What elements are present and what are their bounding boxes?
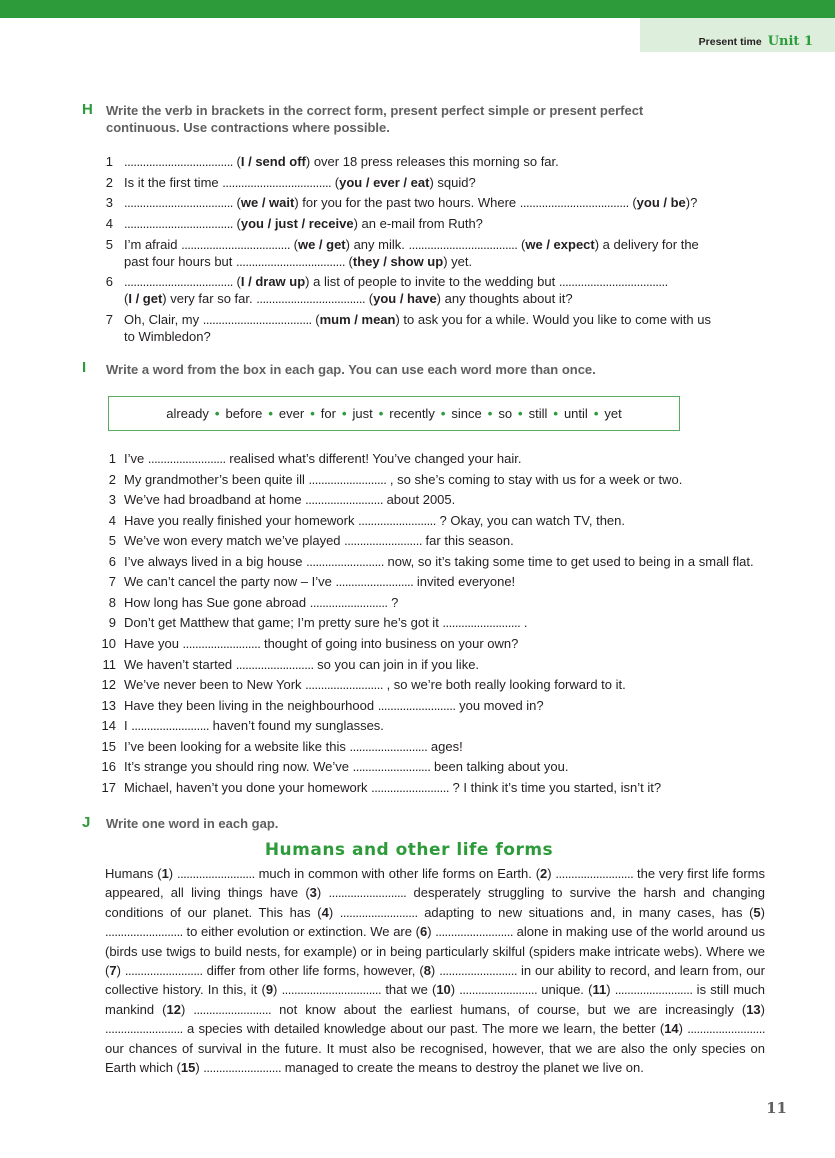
word-box [108,396,680,431]
bullet-separator-icon: • [593,406,599,421]
text-segment: ) squid? [429,175,476,190]
section-letter-h: H [82,101,93,118]
text-segment: ) [427,924,436,940]
answer-gap: ......................... [105,924,183,940]
answer-gap: ......................... [147,451,226,466]
bold-prompt: 9 [265,982,274,998]
exercise-item [124,491,455,508]
text-segment: ) a list of people to invite to the wedding but [305,274,559,289]
text-segment: ) [328,904,340,920]
bold-prompt: 15 [180,1060,196,1076]
bold-prompt: 6 [419,924,428,940]
text-segment: Oh, Clair, my [124,312,203,327]
answer-gap: ................................... [236,254,345,269]
text-segment: ( [232,274,241,289]
bold-prompt: 4 [321,904,329,920]
item-number: 4 [105,216,113,231]
text-segment: so you can join in if you like. [313,656,480,672]
text-segment: ) [116,963,125,979]
text-segment: now, so it’s taking some time to get used to being in a small flat. [383,553,754,569]
text-segment: We haven’t started [124,656,236,672]
bold-prompt: I / get [128,291,163,306]
text-segment: I’ve been looking for a website like this [124,738,350,754]
text-segment: about 2005. [382,492,456,508]
exercise-item [124,311,711,328]
exercise-item [124,553,754,570]
text-segment: desperately struggling to survive the harsh and changing conditions of our planet. This has ( [105,885,765,920]
text-segment: , so we’re both really looking forward to it. [382,677,626,693]
text-segment: ( [232,216,241,231]
item-number: 2 [105,175,113,190]
item-number: 3 [108,492,116,508]
bullet-separator-icon: • [341,406,347,421]
bullet-separator-icon: • [487,406,493,421]
box-word: so [498,406,513,421]
bold-prompt: you / ever / eat [339,175,430,190]
text-segment: not know about the earliest humans, of course, but we are increasingly ( [271,1001,747,1017]
text-segment: Humans ( [105,866,162,881]
answer-gap: ......................... [203,1060,282,1076]
text-segment: We’ve won every match we’ve played [124,533,345,549]
text-segment: you moved in? [455,697,544,713]
answer-gap: ................................... [124,154,233,169]
text-segment: in our ability to record, and learn from, our collective history. In this, it ( [105,963,765,998]
text-segment: a species with detailed knowledge about our past. The more we learn, the better ( [182,1021,665,1037]
answer-gap: ......................... [687,1021,765,1037]
exercise-item [124,697,544,714]
exercise-item [124,573,515,590]
bullet-separator-icon: • [518,406,523,421]
answer-gap: ......................... [555,866,634,881]
answer-gap: ......................... [352,759,431,775]
text-segment: differ from other life forms, however, ( [202,963,424,979]
text-segment: Have you [124,635,183,651]
answer-gap: ......................... [235,656,314,672]
bold-prompt: 11 [592,982,607,998]
text-segment: , so she’s coming to stay with us for a week or two. [386,471,683,487]
text-title: Humans and other life forms [264,840,554,860]
text-segment: ages! [427,738,463,754]
answer-gap: ......................... [105,1021,183,1037]
answer-gap: ................................... [222,175,332,190]
exercise-item-continued [124,328,211,345]
exercise-item-continued [124,253,472,270]
bold-prompt: 10 [436,982,451,998]
text-segment: alone in making use of the world around us (birds use twigs to build nests, for example) or in being particularly skilful (spiders make intricate webs). Where we ( [105,924,765,979]
text-segment: the very first life forms appeared, all living things have ( [105,866,765,901]
text-segment: ) [180,1001,194,1017]
text-segment: ) [606,982,615,998]
text-segment: past four hours but [124,254,237,269]
box-word: for [320,406,336,421]
text-segment: ( [311,312,320,327]
text-segment: ) [760,904,765,920]
box-word: just [352,406,373,421]
item-number: 13 [101,697,116,713]
answer-gap: ......................... [339,904,418,920]
exercise-item [124,215,483,232]
bullet-separator-icon: • [268,406,273,421]
text-segment: ) [760,1001,765,1017]
bold-prompt: I / draw up [240,274,306,289]
exercise-item [124,656,479,673]
bold-prompt: 5 [753,904,761,920]
text-segment: ) very far so far. [162,291,257,306]
answer-gap: ......................... [349,738,428,754]
answer-gap: ......................... [459,982,538,998]
text-segment: ( [290,237,298,252]
text-segment: ) [316,885,329,901]
answer-gap: ......................... [377,697,456,713]
text-segment: ) [168,866,177,881]
text-segment: ) for you for the past two hours. Where [294,195,520,210]
text-segment: We’ve never been to New York [124,677,306,693]
answer-gap: ................................... [519,195,629,210]
item-number: 11 [102,656,116,672]
exercise-item [124,471,682,488]
answer-gap: ................................... [124,274,233,289]
section-j-instruction: Write one word in each gap. [106,816,279,831]
text-segment: managed to create the means to destroy the planet we live on. [281,1060,644,1076]
section-i-instruction: Write a word from the box in each gap. You can use each word more than once. [106,362,596,377]
text-segment: unique. ( [537,982,593,998]
answer-gap: ......................... [305,677,383,693]
bold-prompt: I / send off [240,154,306,169]
text-segment: ) over 18 press releases this morning so far. [305,154,559,169]
text-segment: ( [628,195,637,210]
text-segment: Michael, haven’t you done your homework [124,779,372,795]
bold-prompt: 14 [664,1021,679,1037]
text-segment: We can’t cancel the party now – I’ve [124,574,336,590]
text-segment: to Wimbledon? [124,329,211,344]
text-segment: )? [685,195,698,210]
answer-gap: ......................... [435,924,514,940]
text-segment: My grandmother’s been quite ill [124,471,309,487]
text-segment: realised what’s different! You’ve changed your hair. [225,451,522,466]
item-number: 7 [105,312,113,327]
item-number: 10 [101,635,116,651]
answer-gap: ......................... [306,553,384,569]
text-segment: ( [331,175,340,190]
box-word: until [563,406,588,421]
text-segment: I’ve [124,451,148,466]
text-segment: been talking about you. [430,759,569,775]
answer-gap: ......................... [439,963,517,979]
running-header [699,34,813,49]
text-segment: We’ve had broadband at home [124,492,306,508]
bullet-separator-icon: • [553,406,558,421]
item-number: 6 [108,553,116,569]
exercise-item [124,594,398,611]
exercise-item [124,635,518,652]
bold-prompt: you / have [373,291,437,306]
bold-prompt: 13 [746,1001,761,1017]
exercise-item [124,174,476,191]
page-number: 11 [766,1099,787,1117]
answer-gap: ......................... [124,963,203,979]
text-segment: I’ve always lived in a big house [124,553,307,569]
text-segment: ) [547,866,556,881]
box-word: still [528,406,548,421]
text-segment: ) [678,1021,688,1037]
text-segment: ) yet. [443,254,473,269]
bullet-separator-icon: • [214,406,220,421]
exercise-item [124,153,559,170]
text-segment: thought of going into business on your own? [260,635,519,651]
text-segment: ) to ask you for a while. Would you like to come with us [395,312,711,327]
text-segment: I [124,718,132,734]
answer-gap: ................................... [558,274,668,289]
text-segment: far this season. [421,533,514,549]
bold-prompt: 8 [423,963,431,979]
text-segment: invited everyone! [413,574,516,590]
header-unit: Unit 1 [767,34,813,49]
box-word: already [166,406,209,421]
answer-gap: ......................... [442,615,521,631]
text-segment: ) any milk. [345,237,409,252]
section-letter-i: I [82,359,87,376]
text-segment: Have they been living in the neighbourhood [124,697,378,713]
text-segment: ) an e-mail from Ruth? [353,216,483,231]
exercise-item [124,450,521,467]
item-number: 16 [101,759,116,775]
item-number: 5 [105,237,113,252]
answer-gap: ......................... [328,885,407,901]
gap-fill-paragraph [105,864,765,1077]
exercise-item [124,758,568,775]
text-segment: ( [365,291,374,306]
answer-gap: ......................... [182,635,261,651]
item-number: 12 [101,677,116,693]
item-number: 1 [105,154,113,169]
text-segment: ) [430,963,440,979]
text-segment: ) [195,1060,204,1076]
unit-tab [640,18,835,52]
item-number: 9 [108,615,116,631]
text-segment: ? Okay, you can watch TV, then. [435,512,625,528]
text-segment: It’s strange you should ring now. We’ve [124,759,353,775]
box-word: since [451,406,482,421]
exercise-item [124,676,626,693]
bold-prompt: 2 [540,866,548,881]
answer-gap: ................................... [408,237,518,252]
section-h-instruction-line2: continuous. Use contractions where possible. [106,120,390,135]
text-segment: ) a delivery for the [594,237,699,252]
text-segment: to either evolution or extinction. We are ( [182,924,420,940]
text-segment: adapting to new situations and, in many cases, has ( [417,904,754,920]
item-number: 14 [101,718,116,734]
exercise-item [124,532,514,549]
answer-gap: ......................... [614,982,693,998]
text-segment: ( [517,237,526,252]
section-h-instruction-line1: Write the verb in brackets in the correct form, present perfect simple or present perfect [106,103,644,118]
bullet-separator-icon: • [378,406,384,421]
box-word: ever [278,406,305,421]
top-color-bar [0,0,835,18]
exercise-item [124,273,668,290]
word-box-words [109,406,679,421]
item-number: 4 [108,512,116,528]
exercise-item [124,512,625,529]
text-segment: I’m afraid [124,237,182,252]
answer-gap: ......................... [131,718,210,734]
answer-gap: ................................... [181,237,290,252]
exercise-item-continued [124,290,573,307]
bold-prompt: we / get [297,237,346,252]
text-segment: ) any thoughts about it? [436,291,573,306]
bold-prompt: 3 [309,885,317,901]
text-segment: Don’t get Matthew that game; I’m pretty sure he’s got it [124,615,443,631]
text-segment: How long has Sue gone abroad [124,594,310,610]
bold-prompt: 7 [109,963,117,979]
bold-prompt: you / be [636,195,686,210]
exercise-item [124,738,463,755]
text-segment: Is it the first time [124,175,223,190]
answer-gap: ................................... [256,291,366,306]
text-segment: much in common with other life forms on Earth. ( [254,866,541,881]
answer-gap: ................................... [124,216,233,231]
box-word: before [225,406,263,421]
bold-prompt: we / wait [240,195,295,210]
item-number: 7 [108,574,116,590]
text-segment: ( [232,154,241,169]
box-word: recently [389,406,435,421]
answer-gap: ......................... [335,574,414,590]
bullet-separator-icon: • [310,406,315,421]
bold-prompt: they / show up [352,254,444,269]
text-segment: haven’t found my sunglasses. [209,718,384,734]
exercise-item [124,194,697,211]
answer-gap: ......................... [358,512,436,528]
text-segment: . [520,615,528,631]
answer-gap: ................................ [281,982,382,998]
exercise-item [124,236,699,253]
exercise-item [124,717,384,734]
answer-gap: ................................... [202,312,312,327]
text-segment: Have you really finished your homework [124,512,359,528]
item-number: 8 [108,594,116,610]
answer-gap: ......................... [305,492,383,508]
bold-prompt: 12 [166,1001,181,1017]
item-number: 15 [101,738,116,754]
answer-gap: ......................... [193,1001,272,1017]
box-word: yet [604,406,622,421]
text-segment: ( [232,195,241,210]
item-number: 3 [105,195,113,210]
text-segment: ( [124,291,129,306]
text-segment: ( [344,254,353,269]
section-letter-j: J [82,814,91,831]
bold-prompt: 1 [161,866,169,881]
text-segment: is still much mankind ( [105,982,765,1017]
text-segment: that we ( [381,982,437,998]
item-number: 6 [105,274,113,289]
item-number: 2 [108,471,116,487]
answer-gap: ................................... [124,195,233,210]
text-segment: ) [450,982,460,998]
item-number: 17 [101,779,116,795]
bold-prompt: mum / mean [319,312,396,327]
item-number: 1 [108,451,116,466]
bold-prompt: you / just / receive [240,216,354,231]
text-segment: ? [387,594,399,610]
text-segment: ) [273,982,282,998]
bullet-separator-icon: • [440,406,446,421]
exercise-item [124,779,661,796]
answer-gap: ......................... [371,779,449,795]
answer-gap: ......................... [309,594,388,610]
answer-gap: ......................... [308,471,387,487]
text-segment: our chances of survival in the future. It must also be recognised, however, that we are also the only species on Earth which ( [105,1040,765,1076]
text-segment: ? I think it’s time you started, isn’t it? [448,779,662,795]
header-section: Present time [698,36,762,48]
answer-gap: ......................... [176,866,255,881]
bold-prompt: we / expect [525,237,595,252]
exercise-item [124,614,527,631]
answer-gap: ......................... [344,533,422,549]
item-number: 5 [108,533,116,549]
